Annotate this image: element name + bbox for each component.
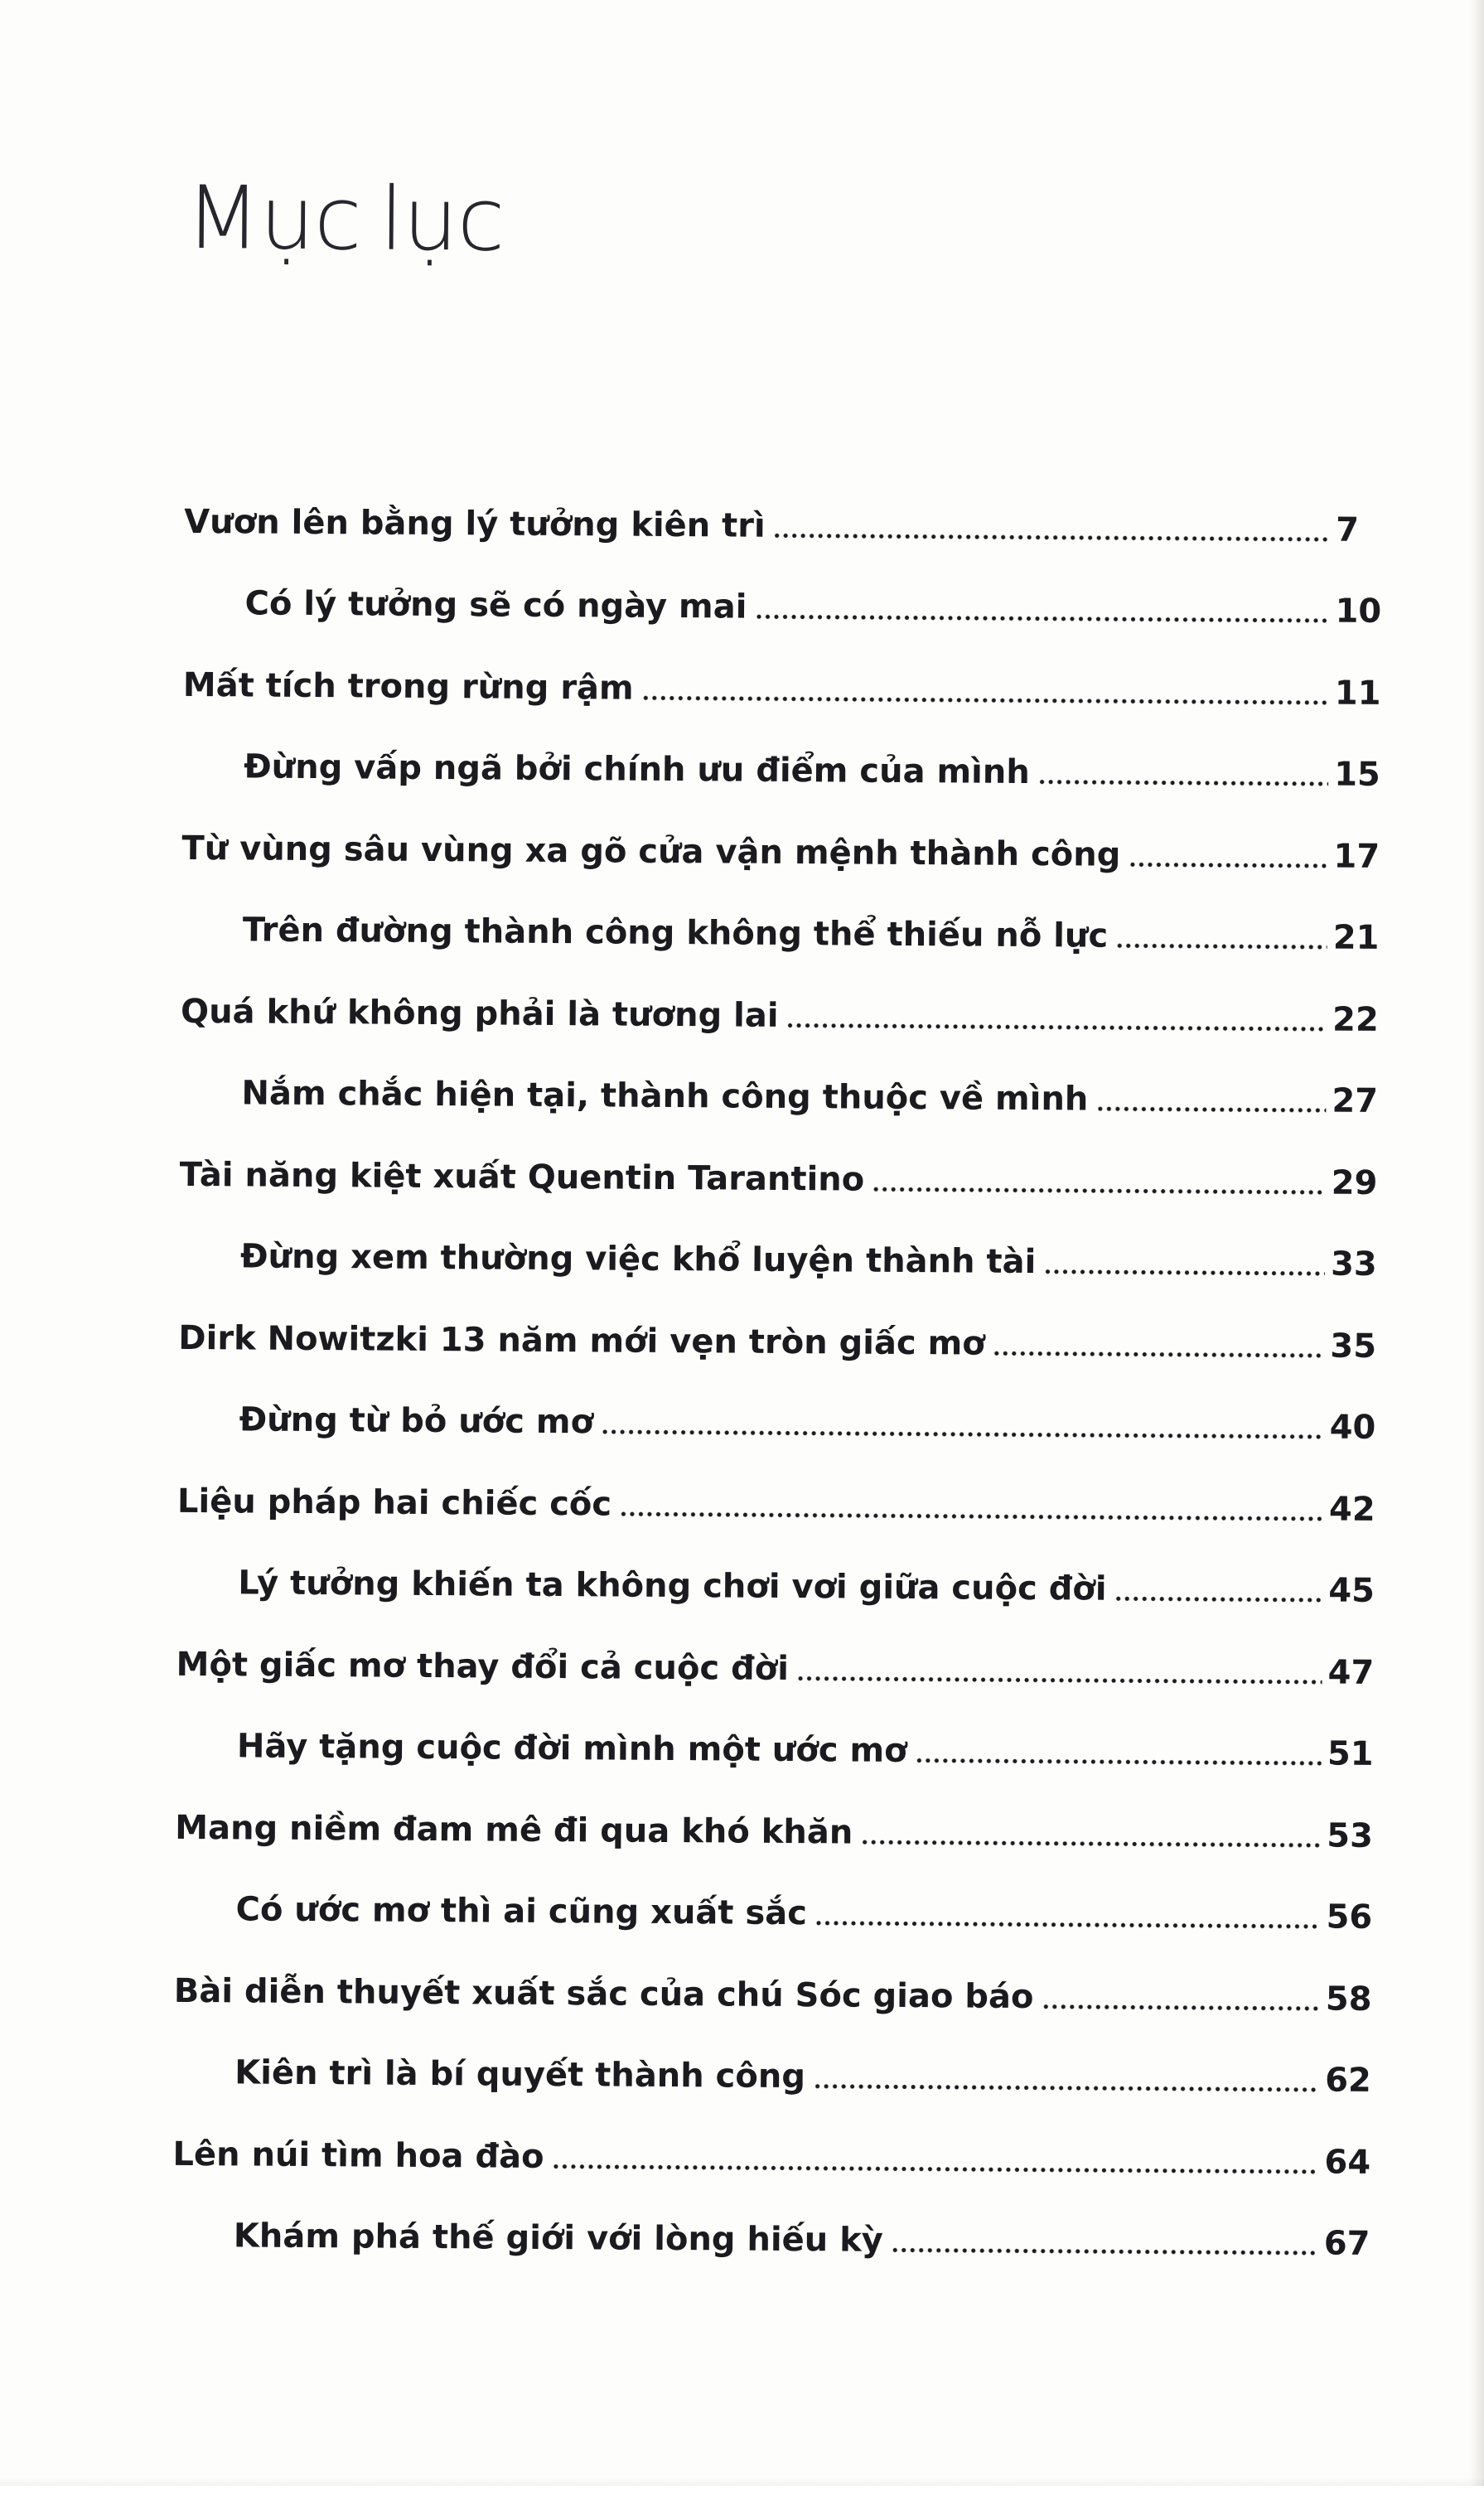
toc-entry-title: Mang niềm đam mê đi qua khó khăn <box>175 1806 861 1853</box>
toc-entry-title: Vươn lên bằng lý tưởng kiên trì <box>184 500 774 546</box>
toc-entry-page: 33 <box>1325 1244 1390 1286</box>
toc-entry-title: Nắm chắc hiện tại, thành công thuộc về mình <box>241 1072 1096 1119</box>
toc-entry <box>176 1603 1388 1694</box>
dot-leader <box>755 613 1329 625</box>
toc-entry-page: 10 <box>1329 591 1395 633</box>
toc-entry-title: Bài diễn thuyết xuất sắc của chú Sóc giao báo <box>174 1970 1042 2017</box>
dot-leader <box>916 1757 1322 1767</box>
toc-entry-page: 7 <box>1330 509 1395 551</box>
dot-leader <box>814 2082 1319 2093</box>
toc-entry-page: 40 <box>1324 1407 1390 1449</box>
dot-leader <box>1114 1595 1322 1604</box>
toc-entry <box>174 1848 1386 1938</box>
toc-entry <box>176 1685 1388 1775</box>
toc-entry-page: 45 <box>1322 1570 1388 1613</box>
toc-entry-page: 27 <box>1326 1081 1391 1123</box>
toc-entry-page: 62 <box>1319 2059 1385 2101</box>
table-of-contents <box>172 461 1396 2265</box>
toc-entry <box>181 950 1393 1041</box>
toc-entry-page: 17 <box>1327 835 1393 878</box>
toc-entry <box>178 1277 1390 1367</box>
toc-entry-title: Đừng vấp ngã bởi chính ưu điểm của mình <box>244 746 1038 793</box>
dot-leader <box>873 1185 1326 1196</box>
toc-entry-title: Đừng từ bỏ ước mơ <box>239 1399 602 1443</box>
toc-entry <box>184 461 1396 551</box>
dot-leader <box>993 1349 1325 1359</box>
toc-entry <box>174 1930 1386 2020</box>
toc-entry <box>181 787 1394 878</box>
dot-leader <box>620 1510 1323 1522</box>
dot-leader <box>642 694 1329 706</box>
dot-leader <box>1038 778 1328 787</box>
toc-entry <box>173 2011 1385 2101</box>
toc-entry <box>183 624 1395 714</box>
dot-leader <box>1042 2003 1320 2012</box>
toc-entry-title: Dirk Nowitzki 13 năm mới vẹn tròn giấc mơ <box>178 1317 993 1364</box>
toc-entry <box>172 2174 1385 2265</box>
dot-leader <box>892 2246 1318 2257</box>
toc-entry-title: Hãy tặng cuộc đời mình một ước mơ <box>237 1725 916 1772</box>
toc-entry-title: Tài năng kiệt xuất Quentin Tarantino <box>180 1153 873 1200</box>
toc-entry-title: Kiên trì là bí quyết thành công <box>234 2052 814 2097</box>
toc-entry-page: 42 <box>1323 1488 1389 1530</box>
toc-entry <box>175 1767 1387 1857</box>
dot-leader <box>602 1428 1324 1440</box>
toc-entry-title: Lên núi tìm hoa đào <box>172 2133 552 2177</box>
toc-entry-page: 64 <box>1318 2141 1384 2183</box>
toc-entry-page: 56 <box>1320 1897 1385 1939</box>
toc-entry-page: 47 <box>1322 1651 1387 1694</box>
toc-entry-page: 35 <box>1324 1325 1390 1367</box>
toc-entry-page: 11 <box>1329 672 1395 714</box>
toc-entry-title: Một giấc mơ thay đổi cả cuộc đời <box>176 1643 797 1689</box>
dot-leader <box>1116 942 1327 951</box>
dot-leader <box>1044 1268 1325 1277</box>
dot-leader <box>774 531 1331 543</box>
toc-entry-title: Lý tưởng khiến ta không chơi vơi giữa cuộc đời <box>238 1562 1115 1609</box>
toc-entry <box>172 2093 1385 2183</box>
toc-entry <box>180 1032 1392 1122</box>
toc-entry-title: Có lý tưởng sẽ có ngày mai <box>244 583 755 627</box>
toc-entry <box>183 542 1395 632</box>
toc-entry-page: 21 <box>1327 917 1393 960</box>
toc-entry-title: Quá khứ không phải là tương lai <box>181 990 787 1036</box>
toc-entry-title: Mất tích trong rừng rậm <box>183 664 642 708</box>
toc-entry-page: 22 <box>1327 998 1392 1041</box>
toc-entry <box>176 1521 1389 1612</box>
toc-entry-page: 53 <box>1321 1815 1386 1857</box>
dot-leader <box>1096 1105 1326 1115</box>
toc-entry <box>181 868 1394 959</box>
toc-entry <box>179 1195 1391 1285</box>
toc-entry-title: Trên đường thành công không thể thiếu nỗ lực <box>243 909 1117 956</box>
toc-entry <box>178 1358 1390 1448</box>
dot-leader <box>815 1919 1321 1930</box>
toc-entry-title: Có ước mơ thì ai cũng xuất sắc <box>235 1888 815 1934</box>
dot-leader <box>1129 860 1327 869</box>
toc-entry-page: 67 <box>1318 2222 1384 2265</box>
toc-entry <box>177 1440 1390 1530</box>
dot-leader <box>797 1675 1322 1685</box>
dot-leader <box>861 1838 1321 1849</box>
page-title: Mục lục <box>185 171 505 268</box>
toc-entry-page: 58 <box>1320 1978 1385 2020</box>
toc-entry <box>182 705 1395 795</box>
toc-entry-title: Đừng xem thường việc khổ luyện thành tài <box>240 1235 1045 1283</box>
dot-leader <box>552 2163 1318 2175</box>
toc-entry <box>180 1114 1392 1204</box>
toc-entry-title: Liệu pháp hai chiếc cốc <box>177 1480 620 1525</box>
toc-entry-page: 29 <box>1326 1162 1391 1204</box>
toc-entry-page: 15 <box>1328 754 1394 796</box>
dot-leader <box>786 1021 1327 1032</box>
toc-entry-page: 51 <box>1322 1733 1387 1776</box>
toc-entry-title: Từ vùng sâu vùng xa gõ cửa vận mệnh thành công <box>181 827 1129 875</box>
toc-entry-title: Khám phá thế giới với lòng hiếu kỳ <box>234 2215 892 2261</box>
